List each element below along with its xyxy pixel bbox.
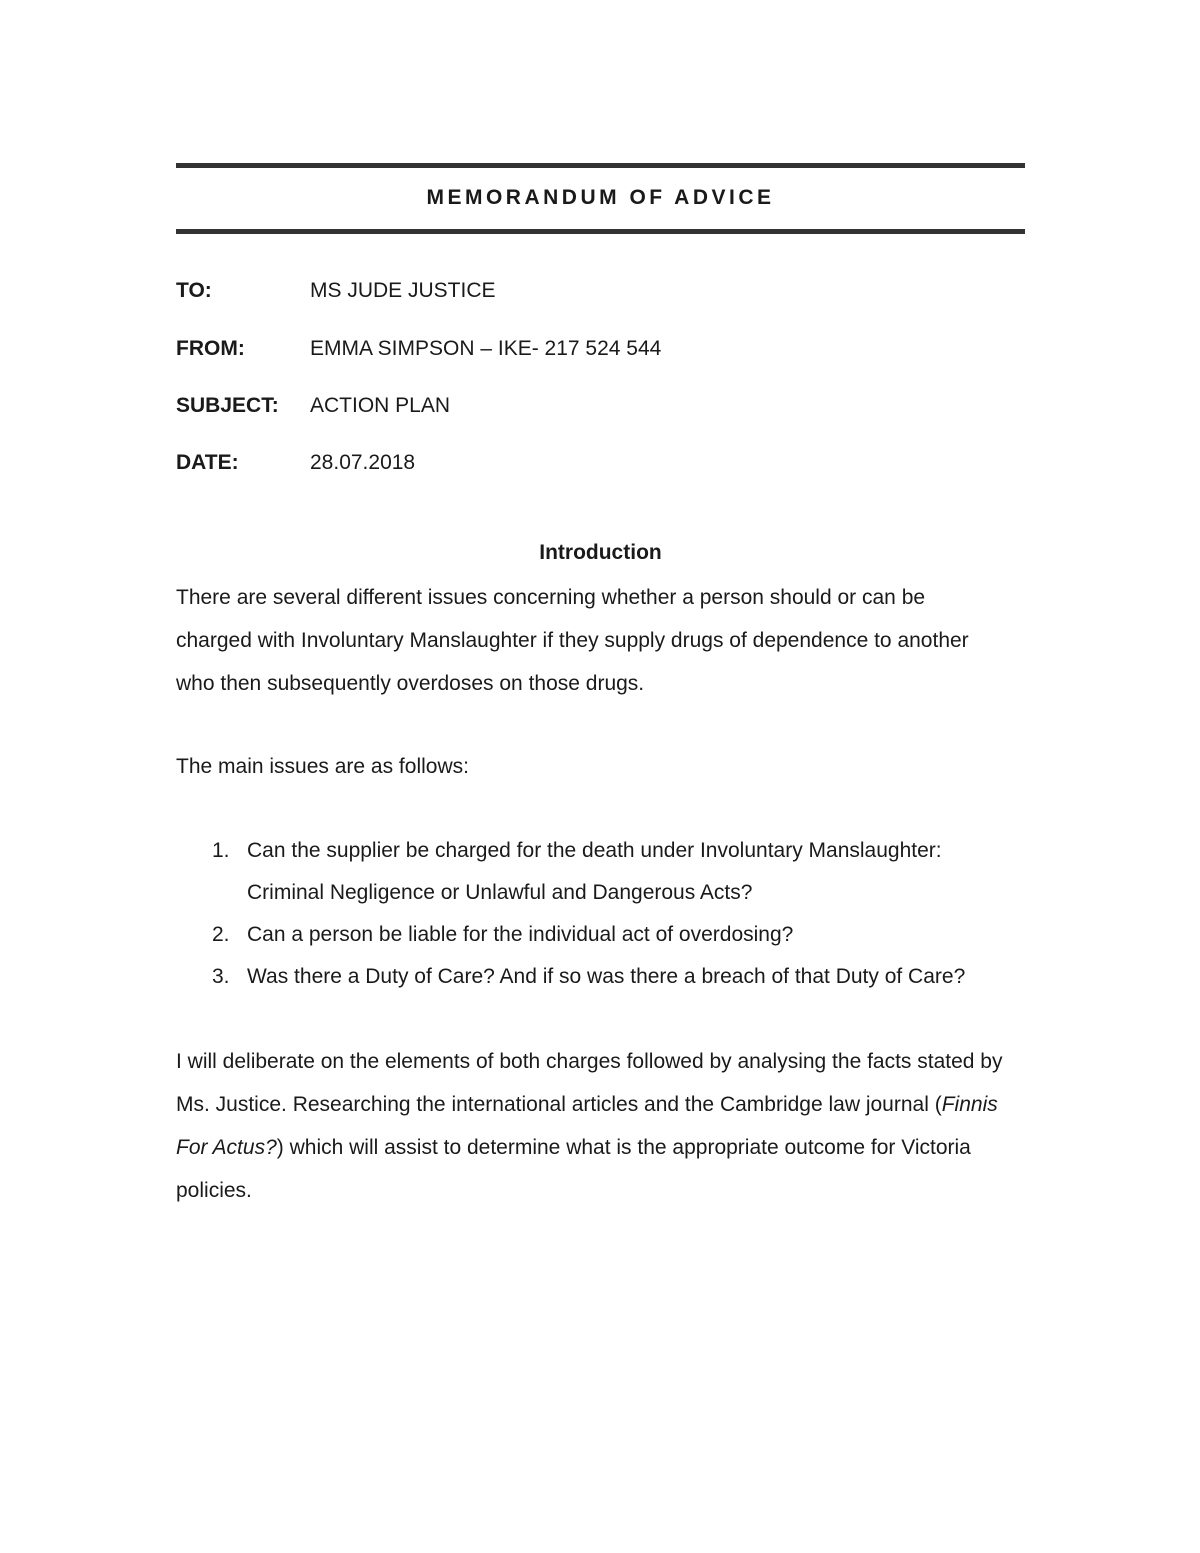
closing-text-end: ) which will assist to determine what is the appropriate outcome for Victoria policies. [176, 1136, 971, 1202]
list-item [176, 956, 1006, 998]
list-item-text: Was there a Duty of Care? And if so was there a breach of that Duty of Care? [247, 965, 966, 988]
list-item [176, 914, 1006, 956]
bottom-divider [176, 229, 1025, 234]
list-item-number: 2. [212, 923, 230, 946]
introduction-paragraph: There are several different issues concerning whether a person should or can be charged with Involuntary Manslaughter if they supply drugs of dependence to another who then subsequently overdoses on those drugs. [176, 586, 969, 695]
subject-value: ACTION PLAN [310, 394, 451, 417]
date-label: DATE: [176, 451, 239, 474]
list-item [176, 830, 1006, 914]
to-label: TO: [176, 279, 212, 302]
memo-title: MEMORANDUM OF ADVICE [426, 186, 775, 209]
date-value: 28.07.2018 [310, 451, 416, 474]
introduction-heading: Introduction [539, 541, 662, 564]
list-item-number: 3. [212, 965, 230, 988]
top-divider [176, 163, 1025, 168]
list-item-text: Can a person be liable for the individual act of overdosing? [247, 923, 794, 946]
list-item-text: Can the supplier be charged for the death under Involuntary Manslaughter: Criminal Negligence or Unlawful and Dangerous Acts? [247, 839, 942, 904]
subject-label: SUBJECT: [176, 394, 279, 417]
to-value: MS JUDE JUSTICE [310, 279, 496, 302]
from-value: EMMA SIMPSON – IKE- 217 524 544 [310, 337, 662, 360]
list-item-number: 1. [212, 839, 230, 862]
journal-article-title: Finnis For Actus? [176, 1093, 998, 1159]
from-label: FROM: [176, 337, 245, 360]
closing-paragraph [176, 1040, 1006, 1212]
issues-list [176, 830, 1006, 998]
closing-text-start: I will deliberate on the elements of both charges followed by analysing the facts stated by Ms. Justice. Researching the international articles and the Cambridge law journal ( [176, 1050, 1003, 1116]
issues-lead: The main issues are as follows: [176, 755, 469, 778]
